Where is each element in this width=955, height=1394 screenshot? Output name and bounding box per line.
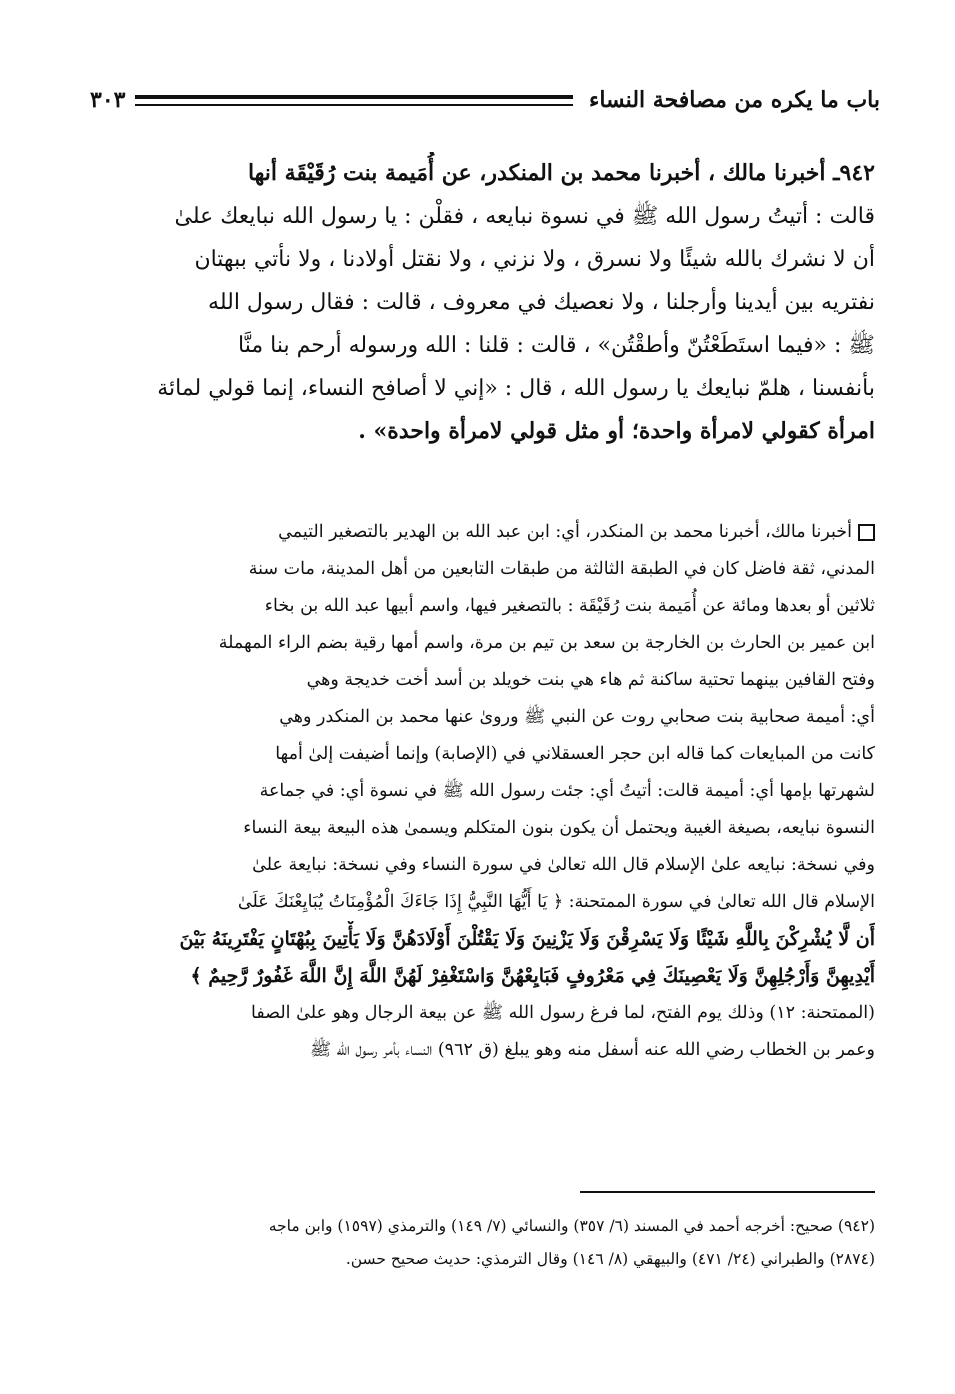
chapter-title: باب ما يكره من مصافحة النساء (589, 87, 880, 113)
footnote-line: (٢٨٧٤) والطبراني (٢٤/ ٤٧١) والبيهقي (٨/ ١٤٦) وقال الترمذي: حديث صحيح حسن. (345, 1250, 875, 1268)
commentary-line: لشهرتها بإمها أي: أميمة قالت: أتيتُ أي: جئت رسول الله ﷺ في نسوة أي: في جماعة (259, 781, 875, 801)
footnote-line: (٩٤٢) صحيح: أخرجه أحمد في المسند (٦/ ٣٥٧) والنسائي (٧/ ١٤٩) والترمذي (١٥٩٧) وابن ماجه (268, 1217, 875, 1235)
commentary-line: كانت من المبايعات كما قاله ابن حجر العسقلاني في (الإصابة) وإنما أضيفت إلىٰ أمها (275, 744, 875, 764)
commentary-line: النسوة نبايعه، بصيغة الغيبة ويحتمل أن يكون بنون المتكلم ويسمىٰ هذه البيعة بيعة النساء (243, 818, 875, 838)
page-number: ٣٠٣ (90, 87, 126, 113)
commentary-line: المدني، ثقة فاضل كان في الطبقة الثالثة من طبقات التابعين من أهل المدينة، مات سنة (248, 559, 875, 579)
header-rule (135, 95, 573, 106)
commentary-line: أي: أميمة صحابية بنت صحابي روت عن النبي ﷺ وروىٰ عنها محمد بن المنكدر وهي (279, 707, 875, 727)
footnote (100, 1210, 875, 1276)
commentary-line: ثلاثين أو بعدها ومائة عن أُمَيمة بنت رُقَيْقَة : بالتصغير فيها، واسم أبيها عبد الله بن بخاء (264, 596, 875, 616)
hadith-line: ٩٤٢ـ أخبرنا مالك ، أخبرنا محمد بن المنكدر، عن أُمَيمة بنت رُقَيْقَة أنها (247, 160, 875, 186)
hadith-line: بأنفسنا ، هلمّ نبايعك يا رسول الله ، قال : «إني لا أصافح النساء، إنما قولي لمائة (157, 376, 875, 401)
commentary-line (100, 514, 875, 551)
hadith-line: امرأة كقولي لامرأة واحدة؛ أو مثل قولي لامرأة واحدة» . (358, 418, 875, 444)
commentary-line: وعمر بن الخطاب رضي الله عنه أسفل منه وهو يبلغ (ق ٩٦٢) النساء بأمر رسول الله ﷺ (309, 1040, 875, 1060)
hadith-line: قالت : أتيتُ رسول الله ﷺ في نسوة نبايعه ، فقلْن : يا رسول الله نبايعك علىٰ (174, 204, 875, 229)
quran-verse-line: أَيْدِيهِنَّ وَأَرْجُلِهِنَّ وَلَا يَعْصِينَكَ فِي مَعْرُوفٍ فَبَايِعْهُنَّ وَاسْتَغْفِرْ لَهُنَّ اللَّهَ إِنَّ اللَّهَ غَفُورٌ رَّحِيمٌ ﴾ (190, 965, 875, 987)
footnote-rule (580, 1191, 875, 1193)
commentary-line: ابن عمير بن الحارث بن الخارجة بن سعد بن تيم بن مرة، واسم أمها رقية بضم الراء المهملة (218, 633, 875, 653)
running-header (90, 78, 880, 122)
commentary-line: وفتح القافين بينهما تحتية ساكنة ثم هاء هي بنت خويلد بن أسد أخت خديجة وهي (306, 670, 875, 690)
commentary-line: (الممتحنة: ١٢) وذلك يوم الفتح، لما فرغ رسول الله ﷺ عن بيعة الرجال وهو علىٰ الصفا (250, 1003, 875, 1023)
commentary-line-text: أخبرنا مالك، أخبرنا محمد بن المنكدر، أي: ابن عبد الله بن الهدير بالتصغير التيمي (278, 522, 852, 542)
hadith-text (100, 152, 875, 453)
commentary-text (100, 514, 875, 1069)
hadith-line: ﷺ : «فيما استَطَعْتُنّ وأطقْتُن» ، قالت : قلنا : الله ورسوله أرحم بنا منَّا (238, 333, 875, 358)
quran-verse-line: أَن لَّا يُشْرِكْنَ بِاللَّهِ شَيْئًا وَلَا يَسْرِقْنَ وَلَا يَزْنِينَ وَلَا يَقْتُلْنَ أَوْلَادَهُنَّ وَلَا يَأْتِينَ بِبُهْتَانٍ يَفْتَرِينَهُ بَيْنَ (179, 928, 875, 950)
square-marker-icon (858, 524, 875, 541)
commentary-line: الإسلام قال الله تعالىٰ في سورة الممتحنة: ﴿ يَا أَيُّهَا النَّبِيُّ إِذَا جَاءَكَ الْمُؤْمِنَاتُ يُبَايِعْنَكَ عَلَىٰ (237, 892, 875, 912)
hadith-line: نفتريه بين أيدينا وأرجلنا ، ولا نعصيك في معروف ، قالت : فقال رسول الله (208, 290, 875, 315)
commentary-line: وفي نسخة: نبايعه علىٰ الإسلام قال الله تعالىٰ في سورة النساء وفي نسخة: نبايعة علىٰ (252, 855, 875, 875)
hadith-line: أن لا نشرك بالله شيئًا ولا نسرق ، ولا نزني ، ولا نقتل أولادنا ، ولا نأتي ببهتان (194, 247, 875, 272)
